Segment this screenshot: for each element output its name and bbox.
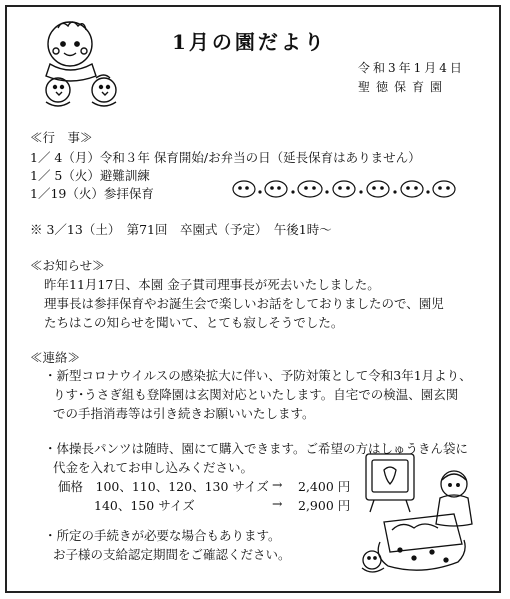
pants-line: 代金を入れてお申し込みください。 <box>53 460 254 475</box>
baby-chicks-illustration <box>36 14 136 110</box>
contact-heading: ≪連絡≫ <box>30 350 81 365</box>
page-title: 1月の園だより <box>172 30 327 54</box>
graduation-note: ※ 3／13（土） 第71回 卒園式（予定） 午後1時～ <box>30 222 332 237</box>
notice-heading: ≪お知らせ≫ <box>30 258 105 273</box>
covid-line: での手指消毒等は引き続きお願いいたします。 <box>53 406 315 421</box>
pants-line: ・体操長パンツは随時、園にて購入できます。ご希望の方はしゅうきん袋に <box>44 441 469 456</box>
price-arrow: → <box>272 496 283 511</box>
covid-line: ・新型コロナウイルスの感染拡大に伴い、予防対策として令和3年1月より、 <box>44 368 472 383</box>
issue-date: 令和3年1月4日 <box>358 61 465 75</box>
notice-line: 昨年11月17日、本園 金子貫司理事長が死去いたしました。 <box>44 277 380 292</box>
procedure-line: ・所定の手続きが必要な場合もあります。 <box>44 528 281 543</box>
price-value: 2,900 円 <box>298 498 351 513</box>
price-value: 2,400 円 <box>298 479 351 494</box>
covid-line: りす･うさぎ組も登降園は玄関対応といたします。自宅での検温、園玄関 <box>53 387 459 402</box>
price-label: 140、150 サイズ <box>94 498 195 513</box>
event-item: 1／19（火）参拝保育 <box>30 186 154 201</box>
event-item: 1／ 4（月）令和３年 保育開始/お弁当の日（延長保育はありません） <box>30 150 421 165</box>
notice-line: たちはこの知らせを聞いて、とても寂しそうでした。 <box>44 315 344 330</box>
notice-line: 理事長は参拝保育やお誕生会で楽しいお話をしておりましたので、園児 <box>44 296 444 311</box>
events-heading: ≪行 事≫ <box>30 130 93 145</box>
price-arrow: → <box>272 477 283 492</box>
event-item: 1／ 5（火）避難訓練 <box>30 168 150 183</box>
animal-row-illustration <box>230 178 460 200</box>
procedure-line: お子様の支給認定期間をご確認ください。 <box>53 547 291 562</box>
price-label: 価格 100、110、120、130 サイズ <box>58 479 269 494</box>
school-name: 聖徳保育園 <box>358 80 449 94</box>
family-tv-illustration <box>354 440 478 580</box>
